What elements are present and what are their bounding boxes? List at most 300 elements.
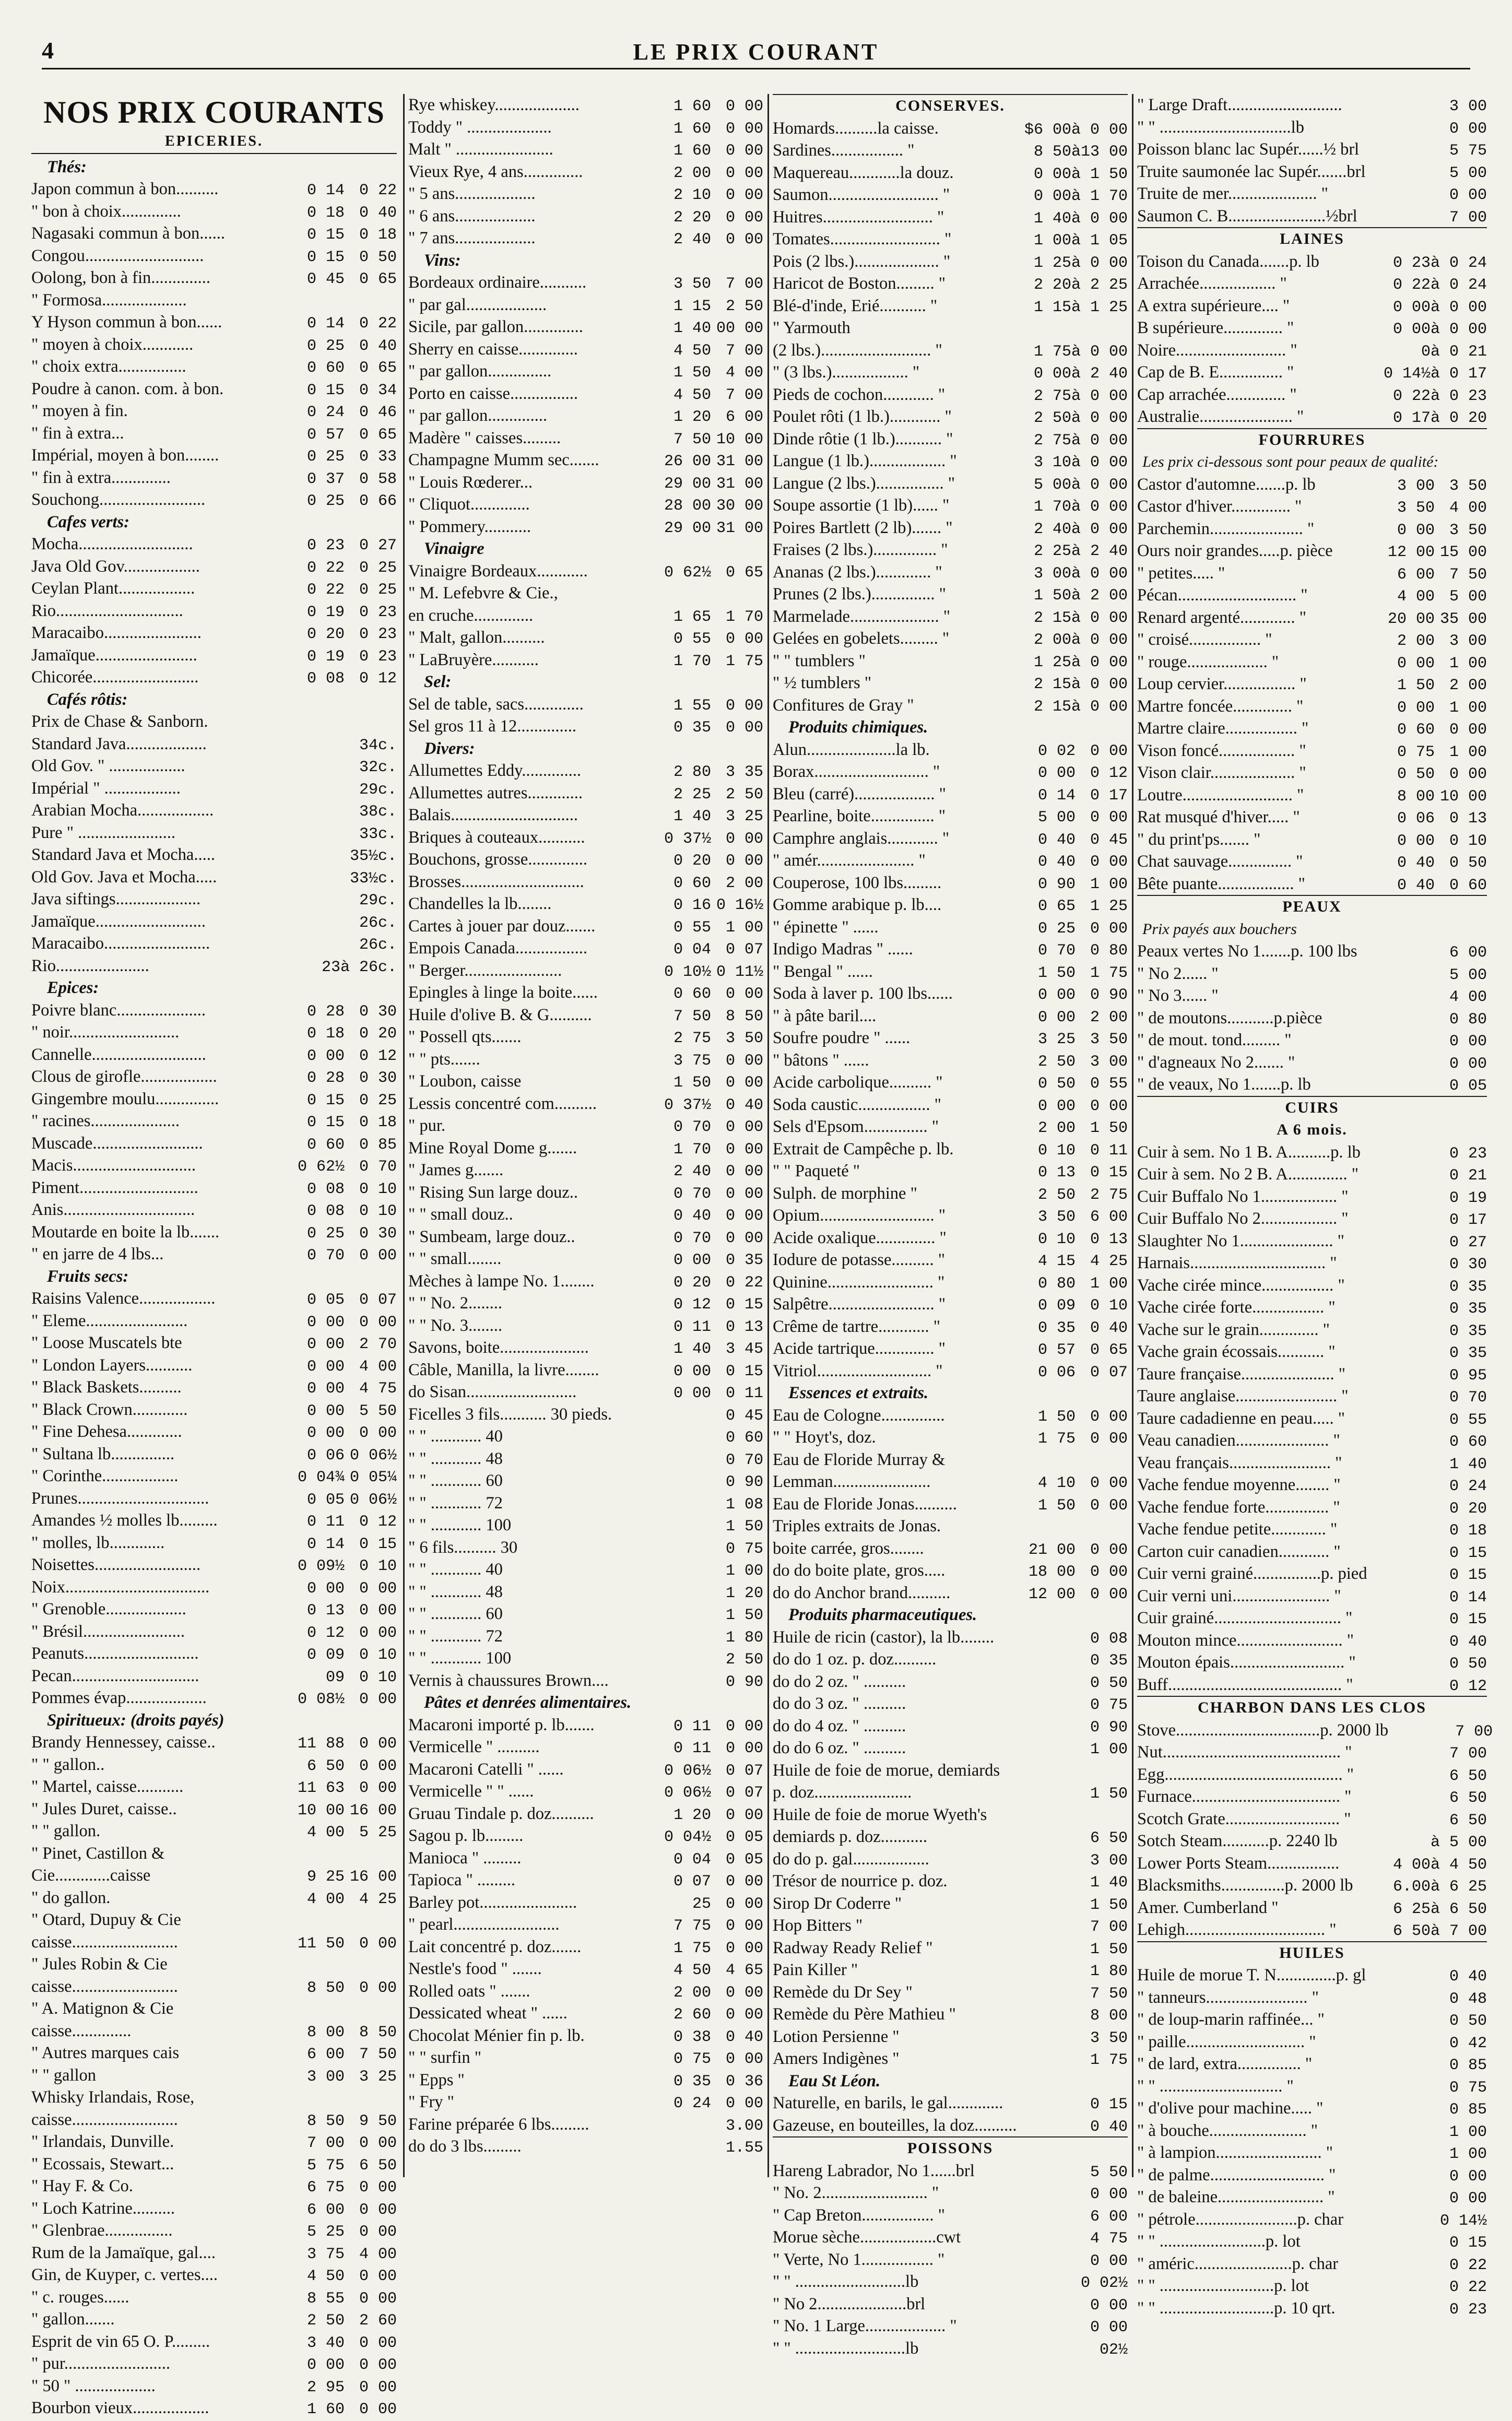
- price-row: [773, 539, 1128, 561]
- item-label: Empois Canada.................: [408, 939, 588, 958]
- section-title-epiceries: EPICERIES.: [31, 131, 397, 154]
- price-row: [773, 1959, 1128, 1981]
- price-row: [31, 2064, 397, 2087]
- price-row: [31, 356, 397, 378]
- price-low: 2 75: [673, 1030, 711, 1047]
- price-high: à 2 25: [1071, 276, 1128, 294]
- price-row: [773, 938, 1128, 961]
- item-label: Truite saumonée lac Supér.......brl: [1137, 162, 1366, 181]
- item-label: " " ............ 60: [408, 1471, 503, 1490]
- price-low: 1 40: [673, 1340, 711, 1358]
- price-row: [408, 493, 763, 516]
- price-row: [773, 828, 1128, 850]
- price-high: 0 11: [725, 1385, 763, 1402]
- price-row: [31, 755, 397, 777]
- price-row: [1137, 1029, 1487, 1052]
- price-high: 6 50: [1090, 1829, 1128, 1847]
- price-row: [773, 184, 1128, 206]
- item-label: Prunes (2 lbs.)............... ": [773, 585, 946, 604]
- item-label: " épinette " ......: [773, 917, 879, 937]
- price-high: 8 00: [1090, 2007, 1128, 2025]
- price-high: 0 50: [1449, 1655, 1487, 1673]
- price-row: [773, 1049, 1128, 1072]
- item-label: " " small douz..: [408, 1205, 513, 1224]
- price-high: 3 00: [1449, 98, 1487, 115]
- price-row: [1137, 1186, 1487, 1208]
- price-high: 0 00: [359, 1313, 397, 1331]
- item-label: Trésor de nourrice p. doz.: [773, 1872, 948, 1891]
- item-label: Hop Bitters ": [773, 1916, 863, 1935]
- price-high: 0 12: [359, 1513, 397, 1531]
- price-row: [31, 1554, 397, 1576]
- price-row: [1137, 829, 1487, 851]
- price-high: 0 22: [359, 315, 397, 333]
- price-low: 0 00: [1397, 521, 1435, 539]
- price-low: 0 35: [1037, 1319, 1076, 1337]
- price-high: 02½: [1099, 2341, 1128, 2359]
- price-high: 0 00: [1449, 186, 1487, 204]
- price-row: [1137, 1319, 1487, 1341]
- item-label: " Verte, No 1................. ": [773, 2250, 945, 2269]
- price-high: 0 50: [1449, 854, 1487, 872]
- price-low: 0 45: [306, 270, 345, 288]
- price-high: 0 18: [1449, 1522, 1487, 1540]
- item-label: Noisettes.........................: [31, 1555, 201, 1574]
- price-low: 3 50: [673, 275, 711, 293]
- price-row: [31, 556, 397, 578]
- price-high: 3.00: [725, 2117, 763, 2135]
- price-row: [408, 848, 763, 871]
- item-label: " " ............................. ": [1137, 2076, 1294, 2096]
- price-low: 3 40: [306, 2334, 345, 2352]
- price-high: à 0 00: [1071, 676, 1128, 693]
- price-row: [1137, 1252, 1487, 1274]
- price-low: 5 00: [1037, 809, 1076, 826]
- price-low: 0 00: [306, 1579, 345, 1598]
- price-list: [408, 94, 763, 2158]
- price-high: 0 10: [1449, 832, 1487, 850]
- item-label: " 5 ans...................: [408, 184, 536, 203]
- item-label: en cruche..............: [408, 606, 534, 625]
- item-label: " amér....................... ": [773, 851, 926, 870]
- price-low: 0 17: [1392, 409, 1431, 427]
- price-high: 10 00: [1439, 787, 1487, 806]
- item-label: " paille............................ ": [1137, 2032, 1316, 2051]
- price-low: 0 15: [306, 248, 345, 266]
- price-row: [408, 1958, 763, 1980]
- price-low: 0 00: [1397, 699, 1435, 717]
- price-high: 0 40: [725, 2028, 763, 2046]
- price-high: 0 16½: [716, 896, 763, 914]
- price-high: 0 00: [725, 1074, 763, 1092]
- item-label: " " surfin ": [408, 2048, 481, 2067]
- price-row: [31, 222, 397, 245]
- item-label: Anis...............................: [31, 1200, 195, 1219]
- price-row: [31, 1110, 397, 1132]
- price-row: [408, 2069, 763, 2092]
- item-label: " ½ tumblers ": [773, 674, 872, 692]
- price-high: 0 23: [359, 647, 397, 666]
- price-row: [1137, 251, 1487, 273]
- price-row: [1137, 161, 1487, 183]
- price-row: [408, 1070, 763, 1093]
- price-high: 0 00: [1090, 1408, 1128, 1426]
- price-high: 0 58: [359, 470, 397, 488]
- price-high: 4 65: [725, 1962, 763, 1979]
- price-low: 3 00: [1033, 564, 1071, 583]
- price-high: 33½c.: [349, 869, 397, 888]
- price-row: [31, 866, 397, 889]
- price-high: 0 00: [359, 2134, 397, 2152]
- price-low: 0 25: [1037, 919, 1076, 938]
- item-label: Allumettes autres.............: [408, 783, 583, 802]
- price-high: 0 15: [1449, 2234, 1487, 2252]
- price-low: 28 00: [664, 497, 711, 515]
- price-high: 0 13: [725, 1318, 763, 1336]
- price-row: [31, 1576, 397, 1599]
- price-low: 4 50: [673, 1962, 711, 1979]
- price-low: 0 04¾: [297, 1469, 345, 1486]
- price-low: 1 55: [673, 696, 711, 715]
- price-high: 0 11½: [716, 963, 763, 981]
- price-row: [408, 1315, 763, 1337]
- price-high: à 0 00: [1430, 321, 1487, 338]
- item-label: Cartes à jouer par douz.......: [408, 916, 596, 936]
- price-row: [31, 1310, 397, 1332]
- price-row: [408, 161, 763, 183]
- price-low: 0 15: [306, 226, 345, 244]
- section-heading: Sel:: [424, 672, 452, 691]
- price-low: 7 50: [673, 430, 711, 448]
- item-label: " à bouche....................... ": [1137, 2121, 1318, 2140]
- price-high: à 4 50: [1430, 1856, 1487, 1874]
- price-column-1: [31, 94, 397, 2418]
- price-row: [1137, 2186, 1487, 2209]
- price-low: 0 20: [306, 625, 345, 643]
- price-low: 1 50: [1397, 677, 1435, 694]
- price-row: [773, 1426, 1128, 1449]
- price-row: [408, 1359, 763, 1381]
- price-row: [773, 1449, 1128, 1471]
- item-label: Huile de morue T. N..............p. gl: [1137, 1966, 1366, 1985]
- price-high: 0 00: [1090, 919, 1128, 938]
- item-label: Raisins Valence..................: [31, 1289, 216, 1308]
- price-row: [31, 1421, 397, 1443]
- price-row: [408, 183, 763, 205]
- price-high: 32c.: [359, 759, 397, 776]
- price-low: 4 15: [1037, 1253, 1076, 1270]
- price-high: 0 48: [1449, 1990, 1487, 2008]
- item-label: " " gallon: [31, 2065, 97, 2085]
- price-high: 1 00: [1090, 1274, 1128, 1293]
- price-low: 0 50: [1397, 765, 1435, 783]
- price-row: [31, 2219, 397, 2242]
- price-row: [408, 893, 763, 915]
- item-label: Ours noir grandes.....p. pièce: [1137, 541, 1333, 560]
- section-heading: Pâtes et denrées alimentaires.: [424, 1693, 632, 1712]
- item-label: Old Gov. " ..................: [31, 757, 185, 775]
- item-label: " 7 ans...................: [408, 229, 536, 247]
- price-row: [773, 628, 1128, 650]
- price-low: 2 50: [1037, 1053, 1076, 1071]
- item-label: Huile de ricin (castor), la lb........: [773, 1627, 995, 1647]
- price-low: 1 25: [1033, 653, 1071, 671]
- item-label: Stove..................................p. 2000 lb: [1137, 1720, 1389, 1740]
- price-high: 6 50: [1449, 1811, 1487, 1829]
- price-high: à 1 05: [1071, 232, 1128, 250]
- price-high: 1 50: [1090, 1940, 1128, 1958]
- price-high: 0 00: [359, 2201, 397, 2219]
- price-low: 4 00: [306, 1890, 345, 1908]
- price-row: [773, 2182, 1128, 2204]
- price-low: 8 00: [1397, 787, 1435, 806]
- price-high: à 0 00: [1071, 254, 1128, 272]
- item-label: Macis.............................: [31, 1156, 196, 1175]
- item-label: Opium........................... ": [773, 1206, 946, 1225]
- price-row: [773, 1538, 1128, 1560]
- price-high: 5 75: [1449, 142, 1487, 160]
- price-low: 1 60: [673, 98, 711, 115]
- price-low: 0 22: [306, 581, 345, 599]
- price-row: [773, 672, 1128, 694]
- price-column-2: [408, 94, 763, 2177]
- price-row: [408, 560, 763, 583]
- price-row: [773, 1804, 1128, 1826]
- price-low: 2 40: [1033, 520, 1071, 538]
- price-low: 0 00: [1037, 1008, 1076, 1026]
- price-high: 0 15: [1090, 1164, 1128, 1182]
- section-heading: Fruits secs:: [47, 1267, 129, 1286]
- price-low: 0 20: [673, 1273, 711, 1292]
- price-low: 0 75: [1397, 743, 1435, 761]
- price-row: [773, 2249, 1128, 2271]
- price-low: 1 20: [673, 1806, 711, 1824]
- price-low: 0 08: [306, 670, 345, 688]
- price-high: 0 65: [359, 270, 397, 288]
- price-row: [31, 1465, 397, 1487]
- price-low: 8 50: [306, 2112, 345, 2130]
- price-high: 26c.: [359, 914, 397, 932]
- price-low: 11 88: [297, 1735, 345, 1753]
- price-row: [1137, 651, 1487, 674]
- item-label: Hareng Labrador, No 1......brl: [773, 2161, 975, 2180]
- price-high: 0 17: [1090, 786, 1128, 805]
- price-high: 0 00: [725, 852, 763, 870]
- price-high: 0 00: [359, 1579, 397, 1598]
- price-row: [1137, 1629, 1487, 1652]
- price-row: [1137, 1452, 1487, 1474]
- item-label: " Ecossais, Stewart...: [31, 2154, 174, 2174]
- price-low: 1 65: [673, 608, 711, 626]
- price-high: 4 00: [1449, 988, 1487, 1006]
- price-high: 0 23: [1449, 1144, 1487, 1163]
- price-high: 1 75: [725, 652, 763, 670]
- item-label: " c. rouges......: [31, 2287, 129, 2307]
- price-row: [408, 826, 763, 849]
- price-high: 0 30: [359, 1224, 397, 1243]
- price-low: 0 08: [306, 1180, 345, 1198]
- price-low: 0 18: [306, 1025, 345, 1043]
- price-low: 1 15: [1033, 298, 1071, 316]
- item-label: Piment............................: [31, 1178, 198, 1197]
- price-row: [408, 360, 763, 383]
- price-high: 0 00: [725, 1895, 763, 1913]
- price-high: à 0 00: [1071, 431, 1128, 450]
- price-low: 0 06: [1397, 810, 1435, 828]
- price-low: 0 00: [306, 1336, 345, 1353]
- price-low: 0 08: [306, 1202, 345, 1220]
- price-high: 7 00: [1455, 1722, 1493, 1741]
- price-high: 0 00: [359, 1624, 397, 1642]
- price-row: [31, 1754, 397, 1776]
- price-row: [31, 400, 397, 422]
- price-high: 0 55: [1090, 1075, 1128, 1093]
- price-high: 0 00: [359, 2401, 397, 2418]
- price-high: 3 00: [1090, 1053, 1128, 1071]
- price-high: 0 00: [725, 1207, 763, 1225]
- price-low: 0 06½: [664, 1784, 711, 1802]
- price-low: 12 00: [1387, 544, 1435, 561]
- price-high: 1 00: [1449, 2145, 1487, 2163]
- price-row: [31, 711, 397, 733]
- price-row: [31, 1820, 397, 1843]
- price-row: [31, 1887, 397, 1909]
- price-row: [1137, 1852, 1487, 1875]
- item-label: Java Old Gov..................: [31, 557, 200, 576]
- item-label: Pure " .......................: [31, 823, 175, 842]
- price-low: 7 00: [306, 2134, 345, 2152]
- item-label: " pur.: [408, 1116, 446, 1135]
- price-high: 0 00: [725, 1140, 763, 1159]
- price-row: [31, 1376, 397, 1399]
- item-label: caisse..............: [31, 2021, 132, 2040]
- price-low: 0 23: [1392, 254, 1431, 272]
- item-label: Noire.......................... ": [1137, 340, 1297, 360]
- price-row: [408, 94, 763, 116]
- price-row: [408, 1537, 763, 1559]
- price-low: 0 38: [673, 2028, 711, 2046]
- price-row: [773, 1648, 1128, 1671]
- item-label: Carton cuir canadien............ ": [1137, 1542, 1341, 1561]
- price-high: 0 00: [725, 1118, 763, 1136]
- section-heading: Eau St Léon.: [788, 2071, 881, 2091]
- price-high: 0 00: [1449, 2190, 1487, 2207]
- section-heading: Produits pharmaceutiques.: [788, 1605, 977, 1624]
- item-label: Taure anglaise........................ ": [1137, 1387, 1349, 1406]
- item-label: " Brésil........................: [31, 1622, 185, 1641]
- item-label: Cap de B. E............... ": [1137, 363, 1294, 382]
- price-row: [408, 1980, 763, 2003]
- item-label: Jamaïque........................: [31, 645, 197, 665]
- price-low: 0 55: [673, 918, 711, 937]
- price-row: [1137, 1874, 1487, 1897]
- price-high: 35 00: [1439, 610, 1487, 628]
- section-title: HUILES: [1137, 1941, 1487, 1965]
- price-low: 8 55: [306, 2289, 345, 2308]
- price-low: 0 04½: [664, 1828, 711, 1846]
- price-high: 0 70: [725, 1451, 763, 1469]
- price-low: 2 75: [1033, 387, 1071, 405]
- price-row: [1137, 474, 1487, 496]
- item-label: Poulet rôti (1 lb.)............ ": [773, 407, 952, 426]
- price-row: [773, 1183, 1128, 1205]
- price-low: 3 75: [306, 2245, 345, 2263]
- item-label: Parchemin...................... ": [1137, 519, 1315, 538]
- price-high: 4 00: [1449, 499, 1487, 517]
- price-row: [31, 955, 397, 977]
- price-high: 29c.: [359, 781, 397, 799]
- price-row: [408, 316, 763, 338]
- price-row: [31, 1044, 397, 1066]
- price-high: 0 00: [1449, 721, 1487, 739]
- price-row: [408, 271, 763, 294]
- price-row: [31, 1909, 397, 1931]
- price-low: 3 00: [306, 2068, 345, 2086]
- item-label: Lait concentré p. doz.......: [408, 1937, 582, 1956]
- item-label: Japon commun à bon..........: [31, 180, 219, 198]
- price-row: [773, 295, 1128, 317]
- price-row: [1137, 562, 1487, 585]
- price-low: 2 40: [673, 231, 711, 249]
- price-low: 0 00: [306, 1047, 345, 1065]
- price-low: 0 22: [1392, 387, 1431, 405]
- section-note: Prix payés aux bouchers: [1142, 920, 1297, 938]
- price-high: 0 35: [1449, 1322, 1487, 1340]
- price-row: [31, 489, 397, 511]
- price-low: 0 80: [1037, 1274, 1076, 1293]
- price-low: 0 11: [673, 1740, 711, 1757]
- item-label: " croisé................. ": [1137, 630, 1272, 649]
- price-row: [773, 805, 1128, 828]
- price-row: [773, 1138, 1128, 1161]
- newspaper-title: LE PRIX COURANT: [633, 39, 879, 65]
- price-low: 2 50: [1037, 1186, 1076, 1204]
- item-label: " " pts.......: [408, 1049, 480, 1069]
- item-label: Remède du Père Mathieu ": [773, 2005, 956, 2024]
- price-high: 15 00: [1439, 544, 1487, 561]
- price-high: 0 00: [1449, 120, 1487, 138]
- price-row: [408, 605, 763, 627]
- item-label: Pommes évap...................: [31, 1688, 207, 1707]
- price-low: 0 14: [1037, 786, 1076, 805]
- item-label: Cie.............caisse: [31, 1866, 151, 1885]
- price-row: [31, 1066, 397, 1088]
- price-low: 2 15: [1033, 698, 1071, 716]
- price-row: [31, 1243, 397, 1266]
- item-label: Lower Ports Steam.................: [1137, 1853, 1340, 1873]
- item-label: " " ..........................lb: [773, 2339, 919, 2358]
- price-high: 0 00: [359, 2356, 397, 2374]
- price-row: [31, 1132, 397, 1155]
- price-column-4: [1137, 94, 1493, 2319]
- price-high: 0 10: [1090, 1297, 1128, 1315]
- item-label: Mouton mince......................... ": [1137, 1631, 1354, 1650]
- section-heading: Spiritueux: (droits payés): [47, 1710, 225, 1730]
- price-row: [773, 2160, 1128, 2182]
- price-row: [773, 1116, 1128, 1138]
- price-high: 0 00: [1449, 1055, 1487, 1073]
- price-low: 0 11: [306, 1513, 345, 1531]
- price-high: 5 50: [359, 1402, 397, 1420]
- price-row: [1137, 717, 1487, 740]
- price-high: 0 00: [725, 1163, 763, 1180]
- item-label: Vitriol........................... ": [773, 1361, 943, 1380]
- price-low: 2 00: [673, 1983, 711, 2002]
- price-high: 0 70: [1449, 1389, 1487, 1407]
- price-high: 3 35: [725, 763, 763, 781]
- price-high: 0 85: [1449, 2101, 1487, 2119]
- price-row: [773, 1915, 1128, 1937]
